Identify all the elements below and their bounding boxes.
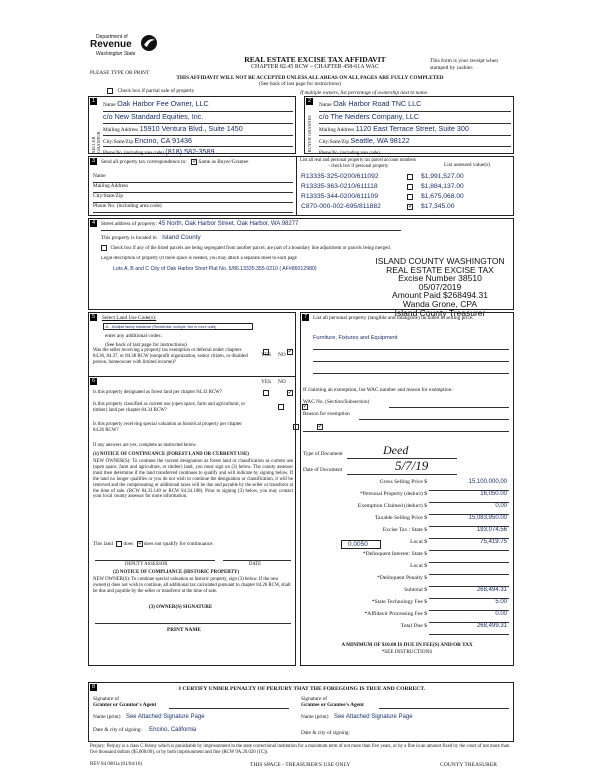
corr-name-label: Name bbox=[93, 173, 293, 183]
doc-type-label: Type of Document bbox=[303, 451, 343, 457]
parcel-row bbox=[301, 203, 511, 213]
legal-label: Legal description of property (if more space is needed, you may attach a separate sheet to each page bbox=[101, 256, 297, 261]
land-use-label: Select Land Use Code(s): bbox=[102, 315, 157, 321]
correspondence-label: Send all property tax correspondence to: bbox=[101, 159, 187, 166]
notice-compliance-text: NEW OWNER(S): To continue special valuation as historic property, sign (3) below. If the new owner(s) does not wish to continue, all additional tax calculated pursuant to chapter 84.26 RCW, shall be due and payable by the seller or transferor at the time of sale. bbox=[93, 577, 291, 594]
street-label: Street address of property: bbox=[101, 221, 158, 227]
section-4-number: 4 bbox=[91, 220, 96, 226]
local-rate: 0.0050 bbox=[348, 541, 368, 548]
notice-continuance-title: (1) NOTICE OF CONTINUANCE (FOREST LAND OR CURRENT USE) bbox=[93, 452, 249, 457]
logo-state: Washington State bbox=[96, 51, 136, 57]
doc-date-label: Date of Document bbox=[303, 467, 343, 473]
calc-row bbox=[303, 599, 511, 611]
revenue-logo bbox=[90, 34, 170, 64]
grantee-sig-label-2: Grantee or Grantee's Agent bbox=[301, 702, 364, 708]
see-back-note: (See back of last page for instructions) bbox=[259, 81, 341, 87]
section-3-correspondence bbox=[88, 156, 514, 216]
parcel-header: List all real and personal property tax parcel account numbers – check box if personal property bbox=[300, 158, 416, 169]
buyer-side-label: BUYER GRANTEE bbox=[307, 115, 312, 153]
does-label: does bbox=[123, 541, 134, 548]
parcel-row bbox=[301, 183, 511, 193]
q-historic-yes-checkbox[interactable] bbox=[293, 424, 299, 430]
doc-type-value[interactable]: Deed bbox=[383, 443, 409, 457]
calc-row bbox=[303, 611, 511, 623]
treasurer-stamp bbox=[340, 257, 540, 317]
section-7-personal-property bbox=[300, 312, 514, 666]
seller-phone-label: Phone No. (including area code) bbox=[103, 151, 164, 156]
q-exemption-yes-checkbox[interactable] bbox=[263, 349, 269, 355]
calc-row bbox=[303, 587, 511, 599]
grantee-sig-label: Signature of bbox=[301, 696, 328, 702]
current-use-question: Is this property classified as current use (open space, farm and agricultural, or timber) land per chapter 84.34 RCW? bbox=[93, 402, 246, 413]
seller-city[interactable]: Encino, CA 91436 bbox=[134, 136, 193, 145]
grantor-name-print-label: Name (print) bbox=[93, 714, 121, 720]
personal-property-checkbox[interactable] bbox=[407, 194, 413, 200]
q-current-use-yes-checkbox[interactable] bbox=[278, 404, 284, 410]
seller-address[interactable]: 15910 Ventura Blvd., Suite 1450 bbox=[139, 124, 243, 133]
treasurer-use-label: THIS SPACE - TREASURER'S USE ONLY bbox=[250, 762, 351, 768]
logo-name: Revenue bbox=[90, 39, 132, 50]
buyer-phone-label: Phone No. (including area code) bbox=[319, 151, 380, 156]
parcel-list bbox=[301, 173, 511, 213]
same-as-buyer-label: Same as Buyer/Grantee bbox=[198, 159, 249, 166]
yes-header-5: YES bbox=[261, 352, 272, 358]
calc-row bbox=[303, 491, 511, 503]
grantee-signature-line[interactable] bbox=[379, 708, 509, 709]
section-6-designation bbox=[88, 376, 296, 666]
q-exemption-no-checkbox[interactable] bbox=[287, 349, 293, 355]
section-5-number: 5 bbox=[91, 314, 96, 320]
calc-row bbox=[303, 515, 511, 527]
historic-question: Is this property receiving special valuation as historical property per chapter 84.26 RCW? bbox=[93, 422, 242, 433]
seller-name[interactable]: Oak Harbor Fee Owner, LLC bbox=[117, 99, 209, 108]
does-not-qualify-checkbox[interactable] bbox=[137, 541, 143, 547]
located-county[interactable]: Island County bbox=[162, 234, 201, 241]
receipt-note: This form is your receipt when stamped by cashier. bbox=[430, 58, 498, 71]
corr-phone-label: Phone No. (including area code) bbox=[93, 203, 293, 213]
exemption-claim-label: If claiming an exemption, list WAC number and reason for exemption: bbox=[303, 387, 453, 393]
partial-sale-label: Check box if partial sale of property bbox=[117, 88, 195, 95]
buyer-address-label: Mailing Address bbox=[319, 127, 355, 133]
calc-row bbox=[303, 551, 511, 563]
calc-value[interactable]: 15,083,950.00 bbox=[468, 515, 507, 521]
does-not-label: does not bbox=[143, 541, 162, 548]
calc-row bbox=[303, 563, 511, 575]
grantee-name-print-label: Name (print) bbox=[301, 714, 329, 720]
seller-co[interactable]: c/o New Standard Equities, Inc. bbox=[103, 112, 204, 121]
does-qualify-checkbox[interactable] bbox=[116, 541, 122, 547]
partial-sale-checkbox[interactable] bbox=[107, 88, 113, 94]
section-6-number: 6 bbox=[91, 378, 96, 384]
segregated-checkbox[interactable] bbox=[101, 245, 107, 251]
print-name-label: PRINT NAME bbox=[167, 627, 201, 633]
no-header-6: NO bbox=[278, 379, 286, 385]
wac-label: WAC No. (Section/Subsection) bbox=[303, 399, 370, 405]
form-title: REAL ESTATE EXCISE TAX AFFIDAVIT bbox=[244, 55, 386, 64]
calc-label: *Affidavit Processing Fee $ bbox=[364, 611, 427, 617]
calc-row bbox=[303, 575, 511, 587]
form-number: REV 84 0001a (01/04/16) bbox=[90, 762, 142, 767]
see-instructions-5: (See back of last page for instructions) bbox=[105, 342, 187, 348]
section-8-number: 8 bbox=[91, 684, 96, 690]
calc-label: Excise Tax : State $ bbox=[382, 527, 427, 533]
located-label: This property is located in bbox=[101, 235, 157, 241]
additional-codes-label: enter any additional codes: bbox=[105, 333, 162, 339]
calc-label: Gross Selling Price $ bbox=[379, 479, 427, 485]
see-instructions-note: *SEE INSTRUCTIONS bbox=[381, 649, 433, 655]
corr-city-label: City/State/Zip bbox=[93, 193, 293, 203]
print-note: PLEASE TYPE OR PRINT bbox=[90, 70, 150, 76]
deputy-assessor-label: DEPUTY ASSESSOR bbox=[125, 562, 168, 567]
stamp-county: ISLAND COUNTY WASHINGTON bbox=[375, 256, 505, 266]
legal-description[interactable]: Lots A, B and C City of Oak Harbor Short Plat No. 5/86.13335.355-0210 ( AF#86012980) bbox=[113, 266, 317, 272]
calc-label: *State Technology Fee $ bbox=[371, 599, 427, 605]
section-3-number: 3 bbox=[91, 158, 96, 164]
calc-value[interactable]: 75,419.75 bbox=[480, 539, 507, 545]
multiple-owners-note: If multiple owners, list percentage of ownership next to name. bbox=[300, 90, 429, 96]
parcel-number[interactable]: R13335-325-0200/611092 bbox=[301, 173, 379, 180]
calc-value[interactable]: 15,100,000.00 bbox=[468, 479, 507, 485]
logo-dept: Department of bbox=[96, 34, 128, 40]
form-chapter: CHAPTER 82.45 RCW – CHAPTER 458-61A WAC bbox=[251, 64, 379, 70]
doc-date-value[interactable]: 5/7/19 bbox=[395, 458, 429, 473]
minimum-fee-note: A MINIMUM OF $10.00 IS DUE IN FEE(S) AND/OR TAX bbox=[341, 642, 473, 648]
seller-city-label: City/State/Zip bbox=[103, 139, 134, 145]
stamp-tax: REAL ESTATE EXCISE TAX bbox=[386, 264, 494, 275]
seller-name-label: Name bbox=[103, 102, 116, 108]
calc-label: Local $ bbox=[410, 563, 427, 569]
parcel-number[interactable]: R13335-344-0200/611109 bbox=[301, 193, 379, 200]
grantee-date-city-label: Date & city of signing: bbox=[301, 730, 350, 736]
personal-property-checkbox[interactable] bbox=[407, 174, 413, 180]
buyer-address[interactable]: 1120 East Terrace Street, Suite 300 bbox=[355, 124, 469, 133]
buyer-city-label: City/State/Zip bbox=[319, 139, 350, 145]
buyer-name-label: Name bbox=[319, 102, 332, 108]
segregated-note: Check box if any of the listed parcels are being segregated from another parcel, are part of a boundary line adjustment or parcels being merged. bbox=[110, 246, 391, 252]
logo-swoosh-icon bbox=[140, 34, 158, 52]
yes-header-6: YES bbox=[261, 379, 272, 385]
q-forest-yes-checkbox[interactable] bbox=[263, 390, 269, 396]
buyer-city[interactable]: Seattle, WA 98122 bbox=[350, 136, 410, 145]
calc-value[interactable]: 193,074.56 bbox=[476, 527, 507, 533]
calc-value[interactable]: 268,494.31 bbox=[476, 587, 507, 593]
q-forest-no-checkbox[interactable] bbox=[287, 390, 293, 396]
stamp-date: 05/07/2019 bbox=[418, 281, 462, 292]
tax-calculation bbox=[303, 479, 511, 659]
section-1-seller bbox=[88, 96, 296, 154]
land-use-select[interactable] bbox=[103, 323, 253, 330]
buyer-co[interactable]: c/o The Neiders Company, LLC bbox=[319, 112, 420, 121]
stamp-title: Island County Treasurer bbox=[394, 307, 486, 318]
calc-row bbox=[303, 623, 511, 635]
section-1-number: 1 bbox=[91, 98, 96, 104]
section-7-number: 7 bbox=[303, 314, 308, 320]
same-as-buyer-checkbox[interactable] bbox=[191, 159, 197, 165]
grantee-name-print[interactable]: See Attached Signature Page bbox=[333, 714, 413, 720]
land-use-value: 11 - Multiple family residence (Residential, multiple, five or more units) bbox=[105, 325, 217, 329]
qualify-label: qualify for continuance. bbox=[163, 541, 214, 548]
no-header-5: NO bbox=[278, 352, 286, 358]
grantor-sig-label-2: Grantor or Grantor's Agent bbox=[93, 702, 157, 708]
exemption-question: Was the seller receiving a property tax exemption or deferral under chapters 84.36, 84.37, or 84.38 RCW (nonprofit organization, senior citizen, or disabled person, homeowner with limited income)? bbox=[93, 348, 248, 365]
section-8-certification bbox=[88, 682, 514, 742]
parcel-number[interactable]: R13335-363-0210/611118 bbox=[301, 183, 378, 190]
calc-value[interactable]: 0.00 bbox=[495, 611, 507, 617]
calc-value[interactable]: 0.00 bbox=[495, 503, 507, 509]
grantor-date-city-label: Date & city of signing: bbox=[93, 727, 142, 733]
forest-question: Is this property designated as forest land per chapter 84.33 RCW? bbox=[93, 390, 222, 395]
parcel-number[interactable]: C870-000-002-695/811882 bbox=[301, 203, 381, 210]
notice-continuance-text: NEW OWNER(S): To continue the current designation as forest land or classification as current use (open space, farm and agriculture, or timber) land, you must sign on (3) below. The county assessor must then determine if the land transferred continues to qualify and will indicate by signing below. If the land no longer qualifies or you do not wish to continue the designation or classification, it will be removed and the compensating or additional taxes will be due and payable by the seller or transferor at the time of sale. (RCW 84.33.140 or RCW 84.34.108). Prior to signing (3) below, you may contact your local county assessor for more information. bbox=[93, 459, 293, 500]
land-label: This land bbox=[93, 541, 113, 548]
parcel-value[interactable]: $17,345.00 bbox=[421, 203, 455, 210]
seller-phone[interactable]: (818) 582-3589 bbox=[165, 147, 215, 156]
calc-label: Total Due $ bbox=[400, 623, 427, 629]
notice-compliance-title: (2) NOTICE OF COMPLIANCE (HISTORIC PROPERTY) bbox=[113, 570, 240, 575]
calc-label: Subtotal $ bbox=[404, 587, 427, 593]
perjury-note: Perjury: Perjury is a class C felony which is punishable by imprisonment in the state correctional institution for a maximum term of not more than five years, or by a fine in an amount fixed by the court of not more than five thousand dollars ($5,000.00), or by both imprisonment and fine (RCW 9A.20.020 (1C)). bbox=[90, 744, 510, 755]
personal-property-checkbox[interactable] bbox=[407, 204, 413, 210]
personal-property-value[interactable]: Furniture, Fixtures and Equipment bbox=[313, 335, 398, 341]
calc-label: *Personal Property (deduct) $ bbox=[360, 491, 427, 497]
seller-address-label: Mailing Address bbox=[103, 127, 139, 133]
accept-note: THIS AFFIDAVIT WILL NOT BE ACCEPTED UNLESS ALL AREAS ON ALL PAGES ARE FULLY COMPLETED bbox=[176, 75, 444, 81]
calc-row bbox=[303, 479, 511, 491]
calc-label: Taxable Selling Price $ bbox=[375, 515, 427, 521]
section-2-buyer bbox=[304, 96, 514, 154]
personal-property-label: List all personal property (tangible and intangible) included in selling price. bbox=[313, 315, 474, 321]
corr-address-label: Mailing Address bbox=[93, 183, 293, 193]
grantor-date-city[interactable]: Encino, California bbox=[149, 727, 197, 733]
grantor-sig-label: Signature of bbox=[93, 696, 120, 702]
stamp-signer: Wanda Grone, CPA bbox=[402, 298, 478, 309]
stamp-excise-number: Excise Number 38510 bbox=[398, 273, 482, 284]
calc-label: Exemption Claimed (deduct) $ bbox=[357, 503, 427, 509]
personal-property-checkbox[interactable] bbox=[407, 184, 413, 190]
parcel-value[interactable]: $1,991,527.00 bbox=[421, 173, 464, 180]
reason-label: Reason for exemption bbox=[303, 411, 350, 417]
calc-value[interactable]: 268,499.31 bbox=[476, 623, 507, 629]
grantor-name-print[interactable]: See Attached Signature Page bbox=[125, 714, 205, 720]
local-rate-box[interactable] bbox=[341, 540, 381, 549]
seller-side-label: SELLER GRANTOR bbox=[91, 131, 101, 153]
buyer-name[interactable]: Oak Harbor Road TNC LLC bbox=[333, 99, 422, 108]
certify-statement: I CERTIFY UNDER PENALTY OF PERJURY THAT THE FOREGOING IS TRUE AND CORRECT. bbox=[178, 686, 426, 692]
calc-label: Local $ bbox=[410, 539, 427, 545]
calc-label: *Delinquent Penalty $ bbox=[376, 575, 427, 581]
calc-row bbox=[303, 503, 511, 515]
calc-value[interactable]: 16,050.00 bbox=[480, 491, 507, 497]
calc-row bbox=[303, 527, 511, 539]
value-header: List assessed value(s) bbox=[444, 162, 490, 168]
section-2-number: 2 bbox=[307, 98, 312, 104]
parcel-value[interactable]: $1,884,137.00 bbox=[421, 183, 464, 190]
street-address[interactable]: 45 North, Oak Harbor Street, Oak Harbor, WA 98277 bbox=[158, 221, 299, 227]
grantor-signature-line[interactable] bbox=[169, 708, 289, 709]
calc-label: *Delinquent Interest: State $ bbox=[362, 551, 427, 557]
assessor-date-label: DATE bbox=[249, 562, 261, 567]
owner-signature-label: (3) OWNER(S) SIGNATURE bbox=[149, 605, 213, 610]
calc-value[interactable]: 5.00 bbox=[495, 599, 507, 605]
parcel-row bbox=[301, 193, 511, 203]
calc-row bbox=[303, 539, 511, 551]
if-yes-note: If any answers are yes, complete as instructed below. bbox=[93, 443, 197, 448]
stamp-amount: Amount Paid $268494.31 bbox=[392, 290, 488, 301]
county-treasurer-label: COUNTY TREASURER bbox=[440, 762, 498, 768]
parcel-value[interactable]: $1,675,068.00 bbox=[421, 193, 464, 200]
parcel-row bbox=[301, 173, 511, 183]
